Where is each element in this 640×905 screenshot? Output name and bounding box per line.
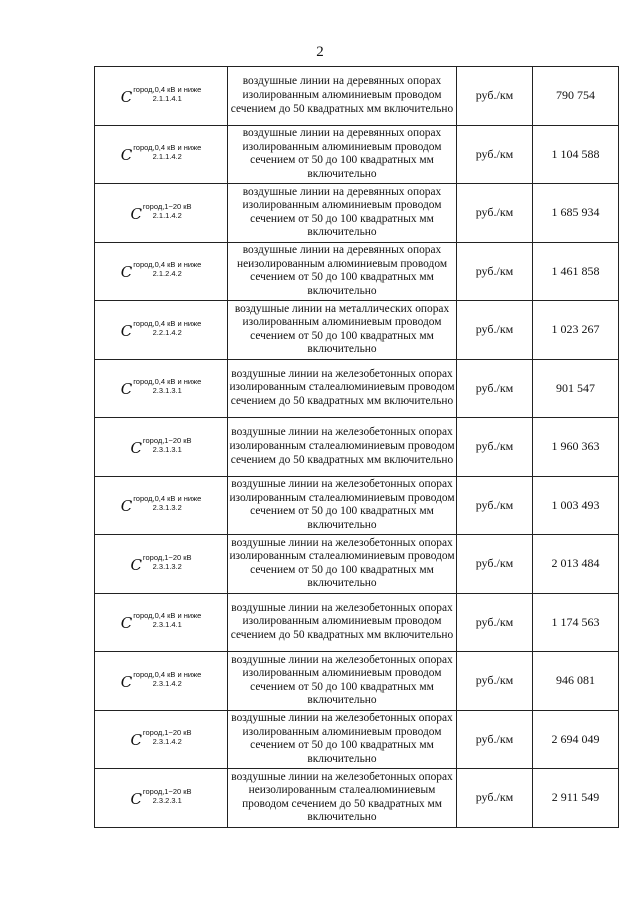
- description-cell: воздушные линии на железобетонных опорах изолированным алюминиевым проводом сечением от 50 до 100 квадратных мм включительно: [228, 710, 457, 769]
- description-cell: воздушные линии на железобетонных опорах изолированным алюминиевым проводом сечением до 50 квадратных мм включительно: [228, 593, 457, 652]
- unit-cell: руб./км: [457, 710, 533, 769]
- value-cell: 1 174 563: [533, 593, 619, 652]
- rate-symbol: [121, 143, 202, 163]
- rate-symbol-superscript: город,1−20 кВ: [142, 435, 192, 445]
- value-cell: 1 960 363: [533, 418, 619, 477]
- rate-symbol-subscript: 2.1.2.4.2: [152, 269, 182, 279]
- table-row: [95, 769, 619, 828]
- description-cell: воздушные линии на железобетонных опорах изолированным сталеалюминиевым проводом сечением от 50 до 100 квадратных мм включительно: [228, 476, 457, 535]
- table-row: [95, 67, 619, 126]
- rate-symbol-superscript: город,0,4 кВ и ниже: [133, 611, 202, 621]
- unit-cell: руб./км: [457, 67, 533, 126]
- table-row: [95, 125, 619, 184]
- rate-symbol-superscript: город,0,4 кВ и ниже: [133, 260, 202, 270]
- rate-symbol: [130, 728, 191, 748]
- rate-symbol-superscript: город,1−20 кВ: [142, 552, 192, 562]
- table-row: [95, 476, 619, 535]
- description-cell: воздушные линии на деревянных опорах изолированным алюминиевым проводом сечением от 50 до 100 квадратных мм включительно: [228, 125, 457, 184]
- value-cell: 946 081: [533, 652, 619, 711]
- value-cell: 2 694 049: [533, 710, 619, 769]
- table-row: [95, 652, 619, 711]
- rate-code-cell: [95, 476, 228, 535]
- description-cell: воздушные линии на железобетонных опорах изолированным сталеалюминиевым проводом сечением до 50 квадратных мм включительно: [228, 418, 457, 477]
- rate-symbol-subscript: 2.1.1.4.1: [152, 93, 182, 103]
- unit-cell: руб./км: [457, 652, 533, 711]
- value-cell: 790 754: [533, 67, 619, 126]
- table-row: [95, 184, 619, 243]
- rates-table: [94, 66, 619, 828]
- unit-cell: руб./км: [457, 769, 533, 828]
- description-cell: воздушные линии на железобетонных опорах изолированным сталеалюминиевым проводом сечением от 50 до 100 квадратных мм включительно: [228, 535, 457, 594]
- rate-symbol-superscript: город,1−20 кВ: [142, 786, 192, 796]
- rate-code-cell: [95, 418, 228, 477]
- table-row: [95, 593, 619, 652]
- rate-symbol-superscript: город,1−20 кВ: [142, 201, 192, 211]
- rate-symbol-letter: C: [120, 672, 133, 691]
- rate-code-cell: [95, 710, 228, 769]
- rate-symbol-letter: C: [130, 731, 142, 750]
- rate-symbol: [121, 260, 202, 280]
- description-cell: воздушные линии на железобетонных опорах изолированным сталеалюминиевым проводом сечением до 50 квадратных мм включительно: [228, 359, 457, 418]
- rate-symbol-letter: C: [130, 555, 142, 574]
- unit-cell: руб./км: [457, 242, 533, 301]
- value-cell: 2 911 549: [533, 769, 619, 828]
- rate-symbol: [121, 494, 202, 514]
- rate-symbol-letter: C: [120, 380, 133, 399]
- rate-symbol-letter: C: [120, 497, 133, 516]
- unit-cell: руб./км: [457, 476, 533, 535]
- description-cell: воздушные линии на железобетонных опорах неизолированным сталеалюминиевым проводом сечением до 50 квадратных мм включительно: [228, 769, 457, 828]
- rate-symbol-subscript: 2.1.1.4.2: [152, 152, 182, 162]
- rate-code-cell: [95, 359, 228, 418]
- table-row: [95, 710, 619, 769]
- rate-symbol-superscript: город,0,4 кВ и ниже: [133, 84, 202, 94]
- rate-code-cell: [95, 535, 228, 594]
- table-row: [95, 301, 619, 360]
- rate-symbol-subscript: 2.3.2.3.1: [152, 795, 182, 805]
- rate-symbol: [130, 787, 191, 807]
- rate-code-cell: [95, 301, 228, 360]
- rate-symbol-superscript: город,0,4 кВ и ниже: [133, 143, 202, 153]
- value-cell: 1 461 858: [533, 242, 619, 301]
- rate-symbol-letter: C: [120, 263, 133, 282]
- rate-symbol-subscript: 2.3.1.3.1: [152, 444, 182, 454]
- rate-code-cell: [95, 652, 228, 711]
- rate-symbol-letter: C: [120, 614, 133, 633]
- rate-symbol-subscript: 2.3.1.3.2: [152, 561, 182, 571]
- rate-symbol-letter: C: [120, 146, 133, 165]
- table-row: [95, 535, 619, 594]
- page-number: 2: [316, 44, 324, 60]
- rate-symbol-subscript: 2.2.1.4.2: [152, 327, 182, 337]
- rate-symbol-subscript: 2.3.1.4.2: [152, 737, 182, 747]
- rate-code-cell: [95, 242, 228, 301]
- rate-symbol-subscript: 2.1.1.4.2: [152, 210, 182, 220]
- unit-cell: руб./км: [457, 418, 533, 477]
- unit-cell: руб./км: [457, 593, 533, 652]
- unit-cell: руб./км: [457, 184, 533, 243]
- unit-cell: руб./км: [457, 535, 533, 594]
- unit-cell: руб./км: [457, 301, 533, 360]
- rate-symbol-subscript: 2.3.1.4.1: [152, 620, 182, 630]
- rate-symbol-subscript: 2.3.1.3.1: [152, 386, 182, 396]
- rate-symbol: [121, 319, 202, 339]
- unit-cell: руб./км: [457, 125, 533, 184]
- table-row: [95, 418, 619, 477]
- rate-symbol: [130, 202, 191, 222]
- rate-symbol: [121, 85, 202, 105]
- rate-code-cell: [95, 769, 228, 828]
- rate-symbol: [130, 553, 191, 573]
- table-row: [95, 242, 619, 301]
- rate-symbol-superscript: город,0,4 кВ и ниже: [133, 669, 202, 679]
- rate-symbol: [121, 377, 202, 397]
- rate-symbol-superscript: город,0,4 кВ и ниже: [133, 494, 202, 504]
- unit-cell: руб./км: [457, 359, 533, 418]
- rate-code-cell: [95, 125, 228, 184]
- rate-symbol-superscript: город,1−20 кВ: [142, 728, 192, 738]
- description-cell: воздушные линии на деревянных опорах изолированным алюминиевым проводом сечением до 50 квадратных мм включительно: [228, 67, 457, 126]
- rate-symbol-subscript: 2.3.1.3.2: [152, 503, 182, 513]
- value-cell: 1 685 934: [533, 184, 619, 243]
- rate-symbol-subscript: 2.3.1.4.2: [152, 678, 182, 688]
- rate-symbol: [130, 436, 191, 456]
- rate-symbol-superscript: город,0,4 кВ и ниже: [133, 377, 202, 387]
- description-cell: воздушные линии на деревянных опорах изолированным алюминиевым проводом сечением от 50 до 100 квадратных мм включительно: [228, 184, 457, 243]
- rate-symbol-superscript: город,0,4 кВ и ниже: [133, 318, 202, 328]
- value-cell: 1 023 267: [533, 301, 619, 360]
- rate-code-cell: [95, 593, 228, 652]
- rates-table-body: [95, 67, 619, 828]
- rate-code-cell: [95, 67, 228, 126]
- rate-symbol-letter: C: [130, 204, 142, 223]
- rate-symbol-letter: C: [120, 321, 133, 340]
- rate-symbol: [121, 611, 202, 631]
- description-cell: воздушные линии на деревянных опорах неизолированным алюминиевым проводом сечением от 50 до 100 квадратных мм включительно: [228, 242, 457, 301]
- rate-symbol-letter: C: [120, 87, 133, 106]
- value-cell: 1 003 493: [533, 476, 619, 535]
- value-cell: 1 104 588: [533, 125, 619, 184]
- rate-symbol-letter: C: [130, 438, 142, 457]
- value-cell: 2 013 484: [533, 535, 619, 594]
- rate-symbol-letter: C: [130, 789, 142, 808]
- description-cell: воздушные линии на железобетонных опорах изолированным алюминиевым проводом сечением от 50 до 100 квадратных мм включительно: [228, 652, 457, 711]
- value-cell: 901 547: [533, 359, 619, 418]
- description-cell: воздушные линии на металлических опорах изолированным алюминиевым проводом сечением от 50 до 100 квадратных мм включительно: [228, 301, 457, 360]
- table-row: [95, 359, 619, 418]
- rate-symbol: [121, 670, 202, 690]
- rate-code-cell: [95, 184, 228, 243]
